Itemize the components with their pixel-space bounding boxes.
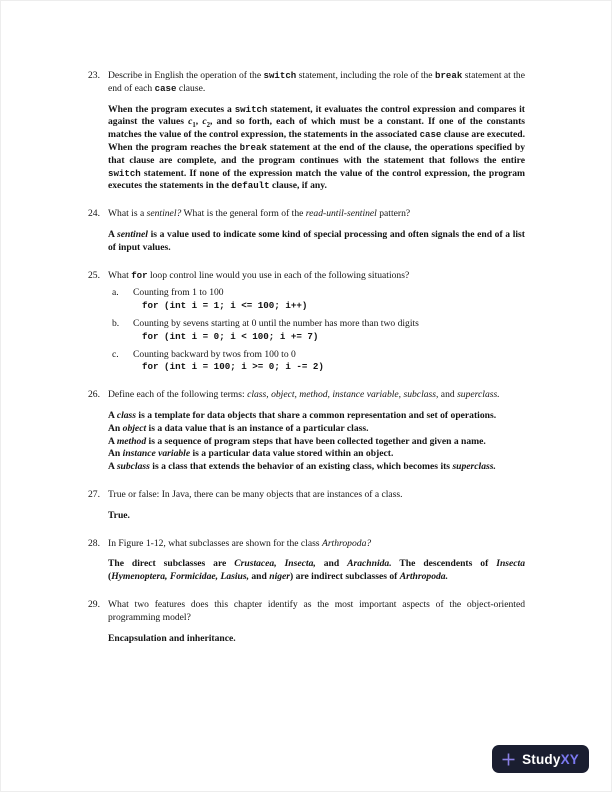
question-number: 29. — [88, 598, 100, 610]
text-segment: , and so forth, each of which must be a constant. If one of the constants matches the value of the control expression, the statements in the associated — [108, 116, 526, 141]
text-segment: is a sequence of program steps that have been collected together and given a name. — [146, 435, 486, 447]
text-segment: Crustacea, — [234, 558, 277, 570]
text-segment: ) are indirect subclasses of — [290, 571, 400, 583]
text-segment: and — [248, 571, 270, 583]
text-segment: An — [108, 422, 123, 434]
text-segment: The descendents of — [391, 558, 497, 570]
list-item-text — [133, 287, 224, 300]
text-segment: statement, including the role of the — [296, 70, 435, 81]
answer-line — [108, 423, 525, 436]
answer-text — [108, 410, 525, 423]
question-number: 25. — [88, 269, 100, 281]
text-segment: and — [315, 558, 348, 570]
list-item-label: c. — [112, 348, 119, 360]
text-segment: A — [108, 409, 117, 421]
answer-text — [108, 229, 525, 255]
text-segment: What two features does this chapter identify as the most important aspects of the object-oriented programming model? — [108, 598, 525, 623]
text-segment: c — [202, 116, 207, 128]
list-item-label: b. — [112, 317, 120, 329]
text-segment: subclass — [116, 461, 150, 473]
text-segment: switch — [234, 103, 268, 115]
text-segment: A — [108, 435, 117, 447]
list-item-text — [133, 349, 296, 362]
text-segment: True or false: In Java, there can be many objects that are instances of a class. — [108, 488, 403, 500]
text-segment: superclass. — [457, 389, 500, 401]
answer-line — [108, 448, 525, 461]
text-segment: 2 — [206, 122, 211, 130]
question-text — [108, 208, 525, 221]
plus-icon — [501, 752, 516, 767]
question-29 — [88, 599, 525, 645]
text-segment: What is the general form of the — [181, 208, 306, 220]
text-segment: Arachnida. — [347, 558, 392, 570]
text-segment: pattern? — [376, 208, 411, 220]
text-segment: switch — [108, 167, 141, 179]
text-segment: for — [131, 269, 148, 281]
text-segment: An — [108, 448, 123, 460]
text-segment: c — [188, 116, 193, 128]
text-segment: A — [108, 461, 117, 473]
code-line — [142, 331, 525, 344]
text-segment: ( — [108, 571, 112, 583]
text-segment: Encapsulation and inheritance. — [108, 632, 236, 644]
text-segment: , — [195, 116, 203, 128]
question-body — [108, 208, 525, 254]
text-segment: object — [122, 422, 147, 434]
text-segment: break — [239, 141, 267, 153]
text-segment: statement at the end of each — [108, 70, 525, 94]
list-item — [108, 287, 525, 300]
question-body — [108, 489, 525, 523]
answer-text — [108, 510, 525, 523]
text-segment: clause. — [176, 82, 206, 94]
text-segment: clause, if any. — [269, 180, 327, 192]
text-segment: sentinel? — [146, 208, 182, 220]
question-23 — [88, 70, 525, 193]
text-segment: is a value used to indicate some kind of special processing and often signals the end of a list of input values. — [108, 228, 525, 253]
text-segment: method — [116, 435, 147, 447]
question-body — [108, 70, 525, 193]
text-segment: Describe in English the operation of the — [108, 70, 264, 81]
question-27 — [88, 489, 525, 523]
question-28 — [88, 538, 525, 584]
text-segment: case — [419, 129, 442, 141]
text-segment — [277, 558, 285, 569]
question-text — [108, 489, 525, 502]
text-segment: A — [108, 228, 118, 240]
text-segment: What — [108, 269, 132, 281]
question-text — [108, 389, 525, 402]
text-segment: loop control line would you use in each of the following situations? — [147, 269, 410, 281]
logo-text-study: Study — [522, 751, 561, 767]
text-segment: The direct subclasses are — [108, 558, 235, 570]
logo-text-xy: XY — [560, 751, 579, 767]
text-segment: When the program executes a — [108, 103, 235, 115]
text-segment: statement. If none of the expression match the value of the control expression, the program executes the statements in the — [108, 167, 525, 192]
text-segment: niger — [269, 571, 291, 583]
text-segment: What is a — [108, 208, 147, 220]
text-segment: Arthropoda? — [321, 537, 372, 549]
list-item-label: a. — [112, 287, 119, 299]
text-segment: class, object, method, instance variable, subclass, — [247, 389, 439, 401]
question-number: 27. — [88, 488, 100, 500]
text-segment: Arthropoda. — [399, 571, 448, 583]
text-segment: 1 — [192, 122, 196, 130]
question-number: 28. — [88, 537, 100, 549]
text-segment: statement, it evaluates the control expression and compares it against the values — [108, 103, 525, 128]
list-item — [108, 318, 525, 331]
question-body — [108, 599, 525, 645]
list-item — [108, 349, 525, 362]
text-segment: break — [435, 70, 463, 81]
text-segment: In Figure 1-12, what subclasses are shown for the class — [108, 537, 322, 549]
text-segment: Counting from 1 to 100 — [133, 287, 224, 299]
text-segment: is a template for data objects that share a common representation and set of operations. — [136, 409, 497, 421]
text-segment: class — [116, 409, 136, 421]
text-segment: Counting backward by twos from 100 to 0 — [133, 348, 296, 360]
text-segment: True. — [108, 509, 130, 521]
text-segment: statement at the end of the clause, the operations specified by that clause are complete, and the program continues with the statement that follows the entire — [108, 141, 525, 166]
text-segment: Define each of the following terms: — [108, 389, 248, 401]
list-item-text — [133, 318, 419, 331]
question-text — [108, 270, 525, 283]
answer-text — [108, 558, 525, 584]
logo-text — [522, 752, 579, 767]
question-number: 24. — [88, 208, 100, 220]
code-line — [142, 300, 525, 313]
questions — [88, 70, 525, 645]
text-segment: superclass. — [452, 461, 496, 473]
question-body — [108, 538, 525, 584]
question-number: 26. — [88, 389, 100, 401]
answer-text — [108, 633, 525, 646]
text-segment: for (int i = 1; i <= 100; i++) — [142, 300, 308, 312]
question-24 — [88, 208, 525, 254]
text-segment: Insecta — [496, 558, 525, 570]
text-segment: Insecta, — [284, 558, 316, 570]
answer-text — [108, 104, 525, 194]
question-text — [108, 70, 525, 96]
text-segment: is a data value that is an instance of a particular class. — [146, 422, 369, 434]
studyxy-logo — [492, 745, 589, 773]
question-26 — [88, 389, 525, 474]
question-text — [108, 599, 525, 625]
text-segment: for (int i = 100; i >= 0; i -= 2) — [142, 361, 324, 373]
text-segment: instance variable — [122, 448, 191, 460]
text-segment: clause are executed. When the program reaches the — [108, 129, 525, 153]
answer-line — [108, 436, 525, 449]
text-segment: for (int i = 0; i < 100; i += 7) — [142, 330, 319, 342]
text-segment: Hymenoptera, Formicidae, Lasius, — [111, 571, 249, 583]
text-segment: is a class that extends the behavior of an existing class, which becomes its — [149, 461, 453, 473]
text-segment: and — [438, 389, 458, 401]
text-segment: switch — [263, 70, 297, 81]
question-number: 23. — [88, 70, 100, 81]
question-text — [108, 538, 525, 551]
code-line — [142, 361, 525, 374]
text-segment: default — [231, 180, 270, 192]
text-segment: case — [154, 82, 177, 94]
question-body — [108, 389, 525, 474]
question-body — [108, 270, 525, 375]
text-segment: is a particular data value stored within an object. — [190, 448, 394, 460]
text-segment: Counting by sevens starting at 0 until the number has more than two digits — [133, 317, 419, 329]
text-segment: read-until-sentinel — [305, 208, 377, 220]
answer-line — [108, 461, 525, 474]
question-25 — [88, 270, 525, 375]
text-segment: sentinel — [117, 228, 148, 240]
